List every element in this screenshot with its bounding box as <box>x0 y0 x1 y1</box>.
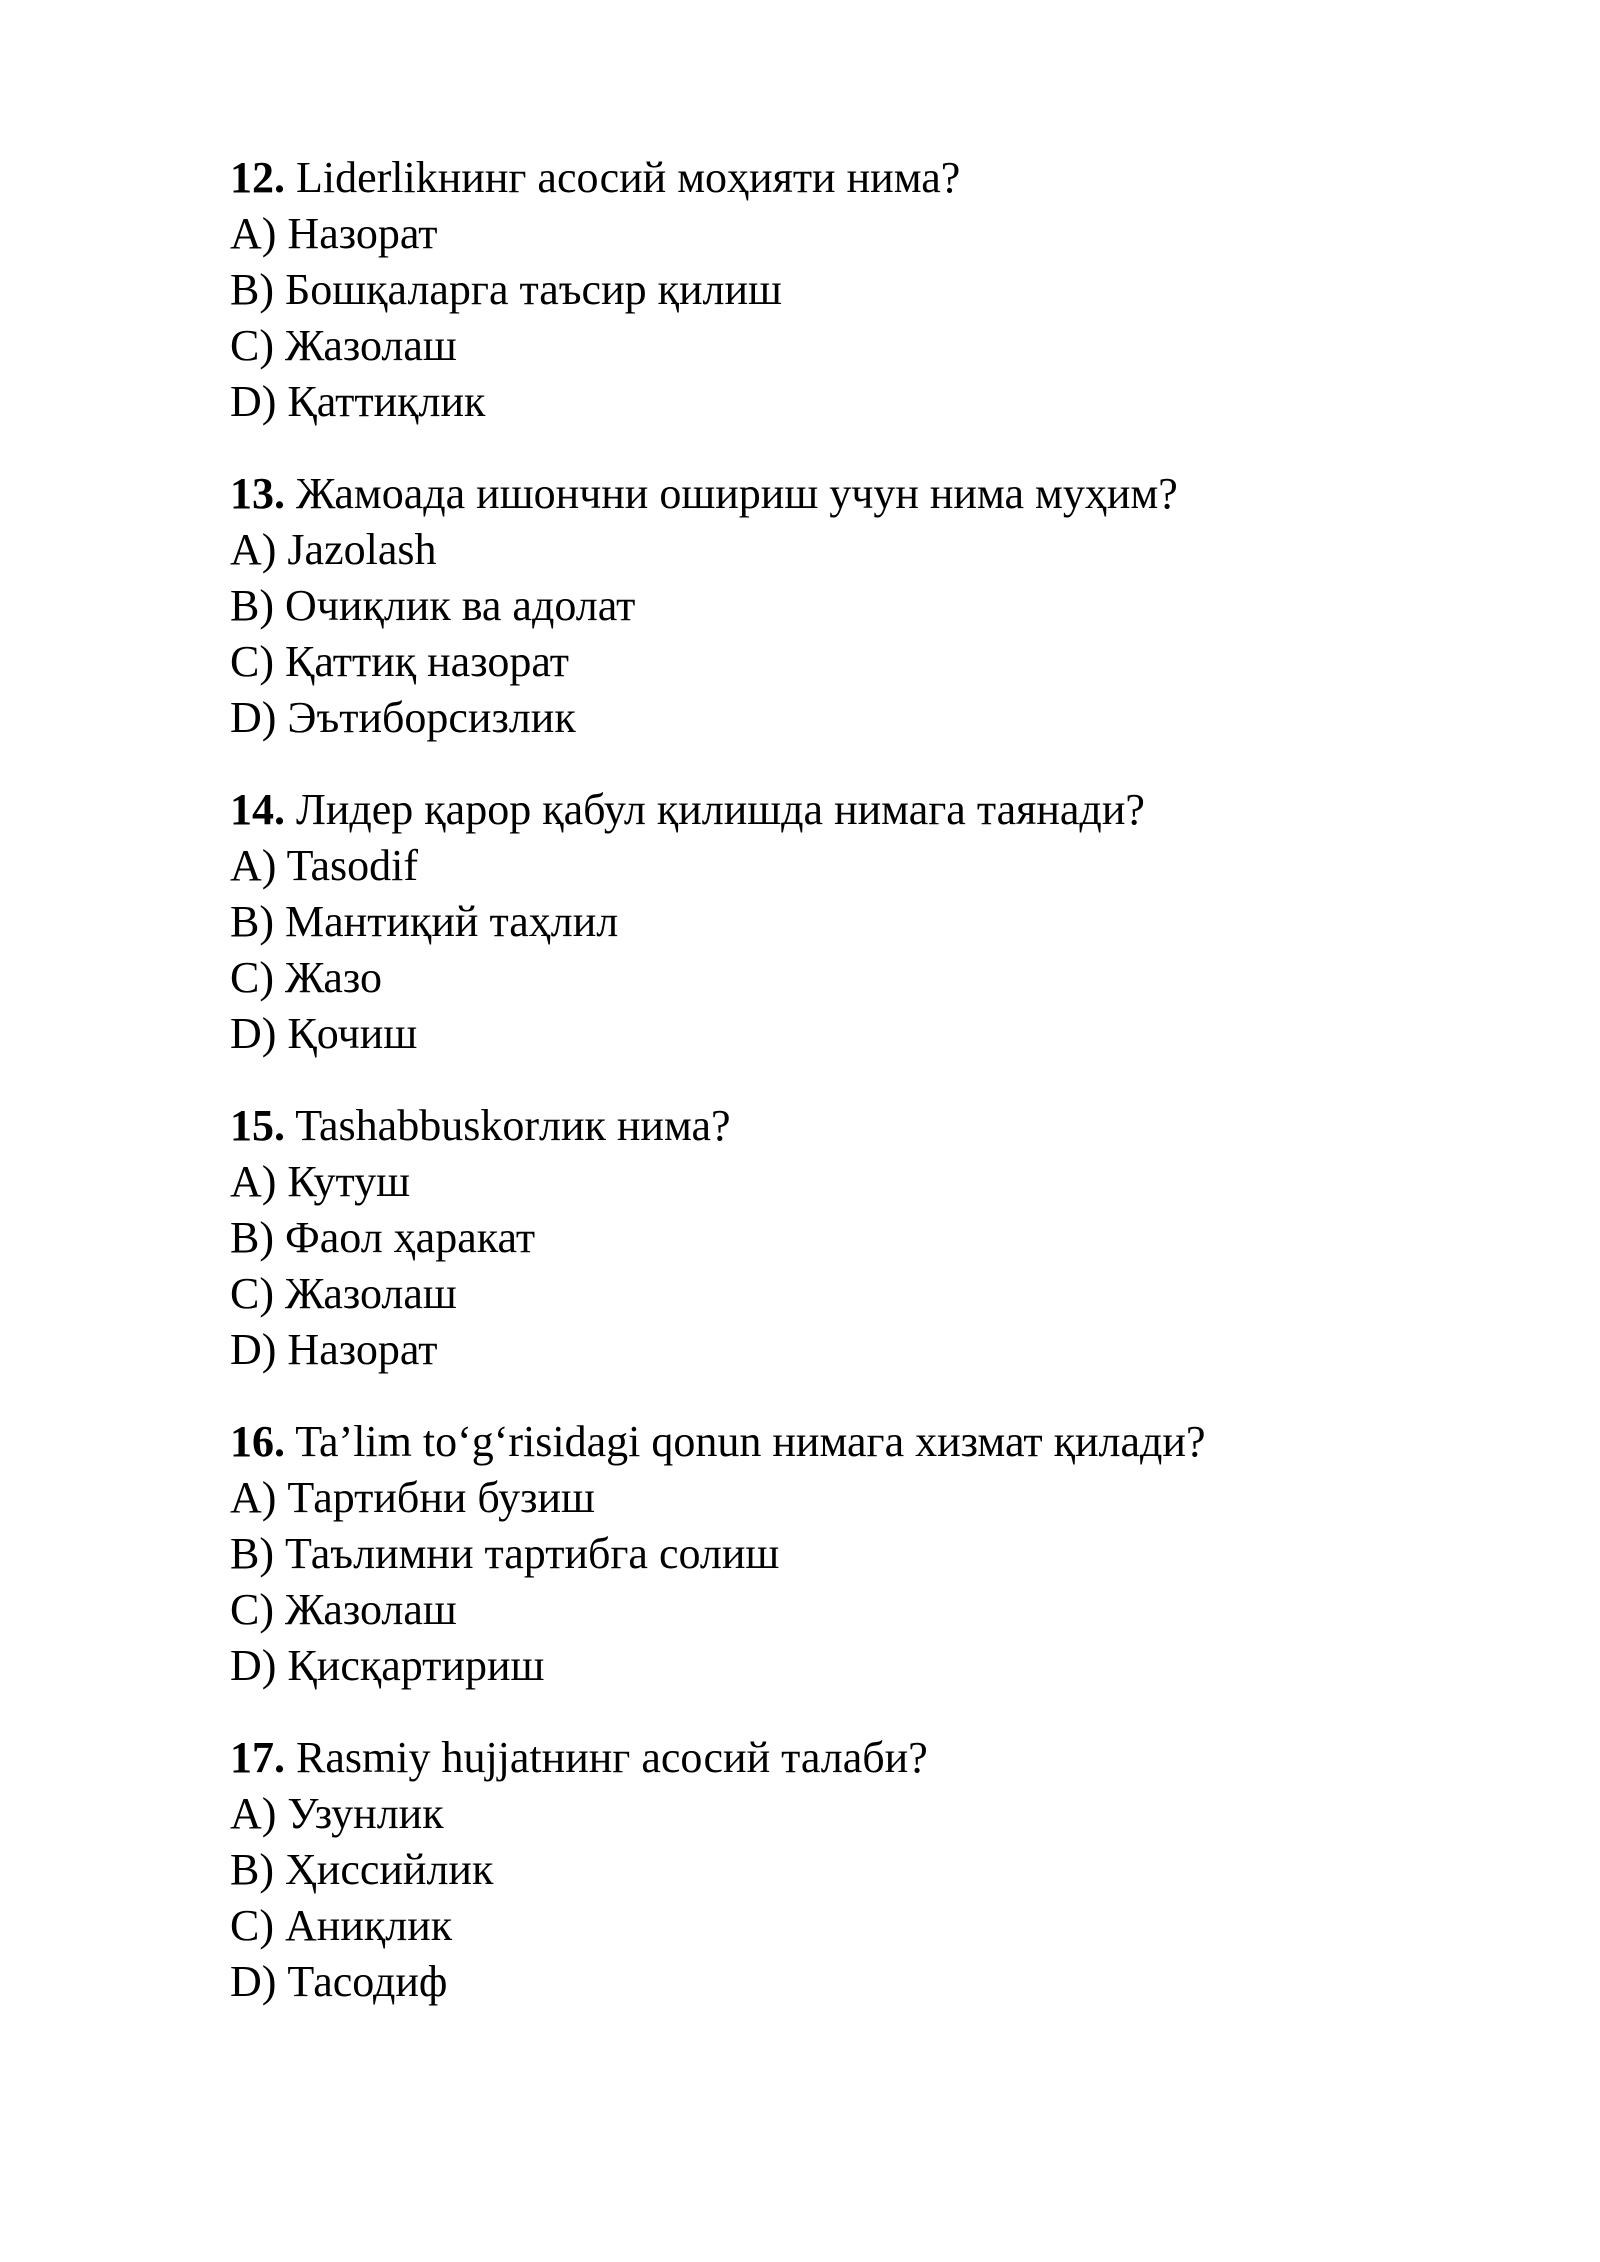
answer-option-a: A) Тартибни бузиш <box>230 1473 595 1522</box>
question-number: 14. <box>230 785 285 834</box>
answer-option-c: C) Аниқлик <box>230 1901 453 1950</box>
answer-option-c: C) Жазо <box>230 953 382 1002</box>
question-14 <box>230 782 1460 1062</box>
answer-option-b: B) Очиқлик ва адолат <box>230 581 636 630</box>
question-text: Liderlikнинг асосий моҳияти нима? <box>296 153 961 202</box>
question-prompt <box>230 150 1460 206</box>
answer-option-b: B) Ҳиссийлик <box>230 1845 494 1894</box>
question-text: Лидер қарор қабул қилишда нимага таянади? <box>296 785 1145 834</box>
answer-option-a: A) Jazolash <box>230 525 437 574</box>
question-16 <box>230 1414 1460 1694</box>
question-text: Ta’lim to‘g‘risidagi qonun нимага хизмат қилади? <box>295 1417 1206 1466</box>
question-list <box>230 150 1460 2046</box>
answer-option-d: D) Назорат <box>230 1325 438 1374</box>
question-prompt <box>230 782 1460 838</box>
answer-option-c: C) Қаттиқ назорат <box>230 637 569 686</box>
answer-option-a: A) Назорат <box>230 209 438 258</box>
question-number: 16. <box>230 1417 285 1466</box>
question-number: 12. <box>230 153 285 202</box>
question-number: 15. <box>230 1101 285 1150</box>
question-15 <box>230 1098 1460 1378</box>
answer-option-a: A) Узунлик <box>230 1789 444 1838</box>
answer-option-d: D) Эътиборсизлик <box>230 693 576 742</box>
question-13 <box>230 466 1460 746</box>
question-text: Tashabbuskorлик нима? <box>295 1101 731 1150</box>
answer-option-d: D) Тасодиф <box>230 1957 448 2006</box>
question-12 <box>230 150 1460 430</box>
answer-option-b: B) Таълимни тартибга солиш <box>230 1529 780 1578</box>
question-number: 13. <box>230 469 285 518</box>
answer-option-a: A) Tasodif <box>230 841 418 890</box>
question-17 <box>230 1730 1460 2010</box>
question-number: 17. <box>230 1733 285 1782</box>
answer-option-c: C) Жазолаш <box>230 321 457 370</box>
question-prompt <box>230 466 1460 522</box>
answer-option-d: D) Қочиш <box>230 1009 418 1058</box>
answer-option-c: C) Жазолаш <box>230 1269 457 1318</box>
answer-option-b: B) Мантиқий таҳлил <box>230 897 619 946</box>
answer-option-a: A) Кутуш <box>230 1157 410 1206</box>
answer-option-d: D) Қисқартириш <box>230 1641 545 1690</box>
question-prompt <box>230 1414 1460 1470</box>
question-prompt <box>230 1098 1460 1154</box>
question-prompt <box>230 1730 1460 1786</box>
question-text: Жамоада ишончни ошириш учун нима муҳим? <box>296 469 1178 518</box>
question-text: Rasmiy hujjatнинг асосий талаби? <box>296 1733 928 1782</box>
answer-option-b: B) Фаол ҳаракат <box>230 1213 536 1262</box>
answer-option-c: C) Жазолаш <box>230 1585 457 1634</box>
answer-option-d: D) Қаттиқлик <box>230 377 486 426</box>
answer-option-b: B) Бошқаларга таъсир қилиш <box>230 265 782 314</box>
